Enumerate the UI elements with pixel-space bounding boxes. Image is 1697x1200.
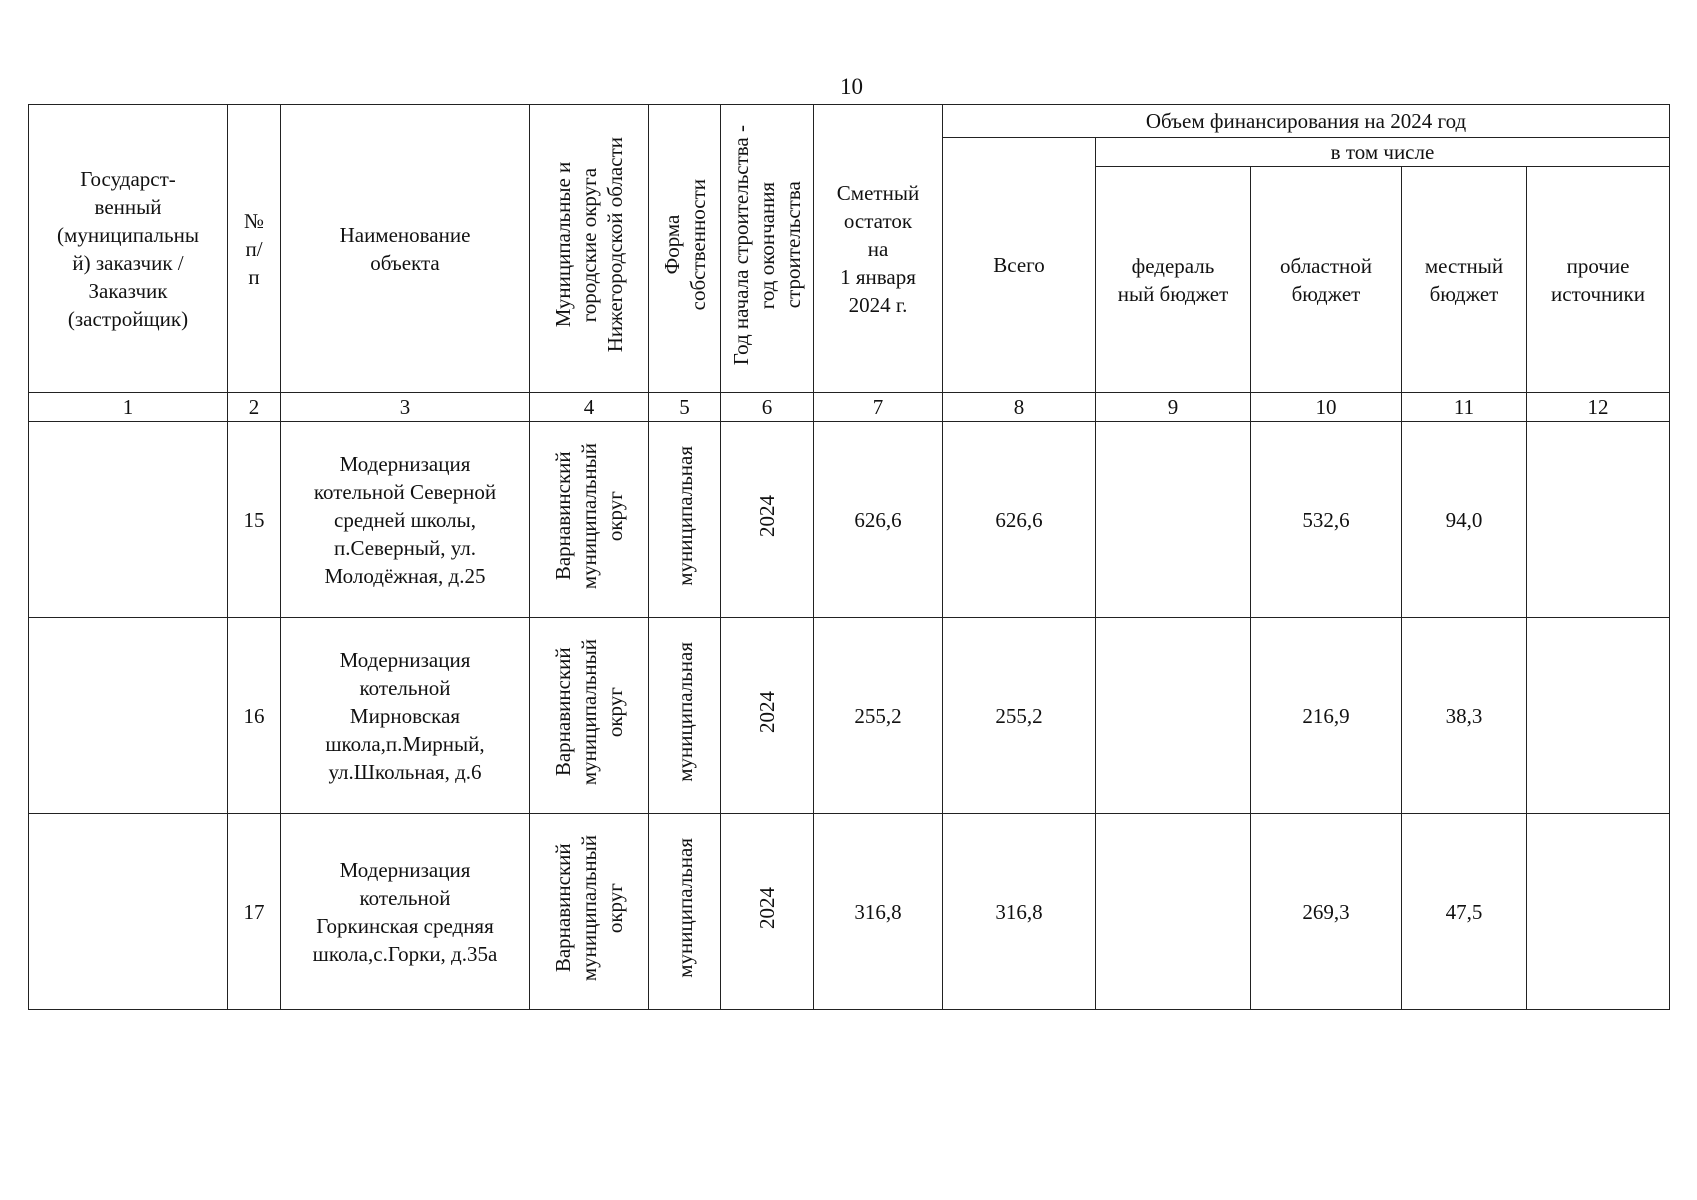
customer-cell: [29, 814, 228, 1010]
text-line: венный: [94, 194, 162, 219]
text-line: Варнавинский: [551, 843, 575, 973]
text-line: муниципальный: [577, 834, 601, 982]
district-cell: [530, 618, 649, 814]
text-line: округ: [603, 882, 627, 934]
column-number-row: [29, 393, 1670, 422]
text-line: Варнавинский: [551, 647, 575, 777]
table-row: [29, 814, 1670, 1010]
text-line: Год начала строительства -: [729, 124, 753, 366]
text-line: школа,с.Горки, д.35а: [312, 941, 498, 966]
local-cell: 94,0: [1402, 422, 1527, 618]
text-line: й) заказчик /: [72, 250, 184, 275]
header-other-sources: [1527, 167, 1670, 393]
text-line: источники: [1551, 281, 1645, 306]
column-number: 4: [530, 393, 649, 422]
text-line: Модернизация: [339, 647, 471, 672]
text-line: прочие: [1566, 253, 1630, 278]
number-cell: 17: [228, 814, 281, 1010]
column-number: 6: [721, 393, 814, 422]
column-number: 11: [1402, 393, 1527, 422]
text-line: Модернизация: [339, 451, 471, 476]
text-line: округ: [603, 686, 627, 738]
text-line: местный: [1424, 253, 1504, 278]
text-line: школа,п.Мирный,: [325, 731, 485, 756]
page-number: 10: [840, 74, 863, 99]
other-cell: [1527, 618, 1670, 814]
header-district: [530, 105, 649, 393]
regional-cell: 269,3: [1251, 814, 1402, 1010]
table-row: [29, 422, 1670, 618]
text-line: городские округа: [577, 167, 601, 323]
column-number: 12: [1527, 393, 1670, 422]
text-line: 1 января: [840, 264, 916, 289]
text-line: на: [867, 236, 889, 261]
text-line: федераль: [1131, 253, 1215, 278]
financing-table: [28, 104, 1670, 1010]
header-object-name: [281, 105, 530, 393]
text-line: бюджет: [1291, 281, 1361, 306]
object-name-cell: [281, 814, 530, 1010]
header-estimate-remainder: [814, 105, 943, 393]
text-line: Муниципальные и: [551, 162, 575, 328]
number-cell: 15: [228, 422, 281, 618]
text-line: котельной: [359, 885, 451, 910]
column-number: 8: [943, 393, 1096, 422]
header-funding-title: Объем финансирования на 2024 год: [943, 105, 1670, 138]
regional-cell: 532,6: [1251, 422, 1402, 618]
text-line: средней школы,: [334, 507, 476, 532]
text-line: 2024 г.: [848, 292, 908, 317]
column-number: 3: [281, 393, 530, 422]
column-number: 7: [814, 393, 943, 422]
text-line: муниципальный: [577, 442, 601, 590]
header-including: в том числе: [1096, 138, 1670, 167]
text-line: котельной Северной: [313, 479, 497, 504]
header-ownership: [649, 105, 721, 393]
text-line: округ: [603, 490, 627, 542]
text-line: остаток: [843, 208, 913, 233]
text-line: ул.Школьная, д.6: [328, 759, 482, 784]
ownership-cell: муниципальная: [649, 618, 721, 814]
header-total: Всего: [943, 138, 1096, 393]
column-number: 2: [228, 393, 281, 422]
text-line: Модернизация: [339, 857, 471, 882]
column-number: 9: [1096, 393, 1251, 422]
total-cell: 316,8: [943, 814, 1096, 1010]
local-cell: 38,3: [1402, 618, 1527, 814]
customer-cell: [29, 422, 228, 618]
text-line: п.Северный, ул.: [333, 535, 477, 560]
header-customer: [29, 105, 228, 393]
table-row: [29, 618, 1670, 814]
ownership-cell: муниципальная: [649, 422, 721, 618]
other-cell: [1527, 422, 1670, 618]
regional-cell: 216,9: [1251, 618, 1402, 814]
header-federal-budget: [1096, 167, 1251, 393]
text-line: год окончания: [755, 181, 779, 309]
text-line: ный бюджет: [1117, 281, 1229, 306]
text-line: Сметный: [836, 180, 920, 205]
text-line: Горкинская средняя: [316, 913, 494, 938]
text-line: (застройщик): [67, 306, 189, 331]
total-cell: 626,6: [943, 422, 1096, 618]
text-line: п: [248, 264, 260, 289]
text-line: Государст-: [80, 166, 176, 191]
years-cell: 2024: [721, 814, 814, 1010]
text-line: объекта: [370, 250, 440, 275]
years-cell: 2024: [721, 422, 814, 618]
federal-cell: [1096, 422, 1251, 618]
other-cell: [1527, 814, 1670, 1010]
text-line: Варнавинский: [551, 451, 575, 581]
text-line: строительства: [781, 181, 805, 309]
text-line: областной: [1280, 253, 1372, 278]
object-name-cell: [281, 422, 530, 618]
ownership-cell: муниципальная: [649, 814, 721, 1010]
federal-cell: [1096, 814, 1251, 1010]
text-line: Наименование: [339, 222, 471, 247]
column-number: 10: [1251, 393, 1402, 422]
text-line: бюджет: [1429, 281, 1499, 306]
customer-cell: [29, 618, 228, 814]
number-cell: 16: [228, 618, 281, 814]
text-line: Молодёжная, д.25: [324, 563, 486, 588]
header-regional-budget: [1251, 167, 1402, 393]
text-line: Нижегородской области: [603, 137, 627, 353]
estimate-cell: 626,6: [814, 422, 943, 618]
column-number: 5: [649, 393, 721, 422]
text-line: Форма: [659, 215, 684, 275]
header-number: [228, 105, 281, 393]
text-line: котельной: [359, 675, 451, 700]
text-line: п/: [245, 236, 263, 261]
text-line: №: [243, 208, 265, 233]
local-cell: 47,5: [1402, 814, 1527, 1010]
text-line: собственности: [685, 179, 710, 311]
district-cell: [530, 814, 649, 1010]
district-cell: [530, 422, 649, 618]
estimate-cell: 255,2: [814, 618, 943, 814]
text-line: (муниципальны: [57, 222, 199, 247]
text-line: Заказчик: [88, 278, 168, 303]
estimate-cell: 316,8: [814, 814, 943, 1010]
text-line: муниципальный: [577, 638, 601, 786]
years-cell: 2024: [721, 618, 814, 814]
column-number: 1: [29, 393, 228, 422]
federal-cell: [1096, 618, 1251, 814]
object-name-cell: [281, 618, 530, 814]
header-years: [721, 105, 814, 393]
text-line: Мирновская: [349, 703, 461, 728]
header-local-budget: [1402, 167, 1527, 393]
total-cell: 255,2: [943, 618, 1096, 814]
